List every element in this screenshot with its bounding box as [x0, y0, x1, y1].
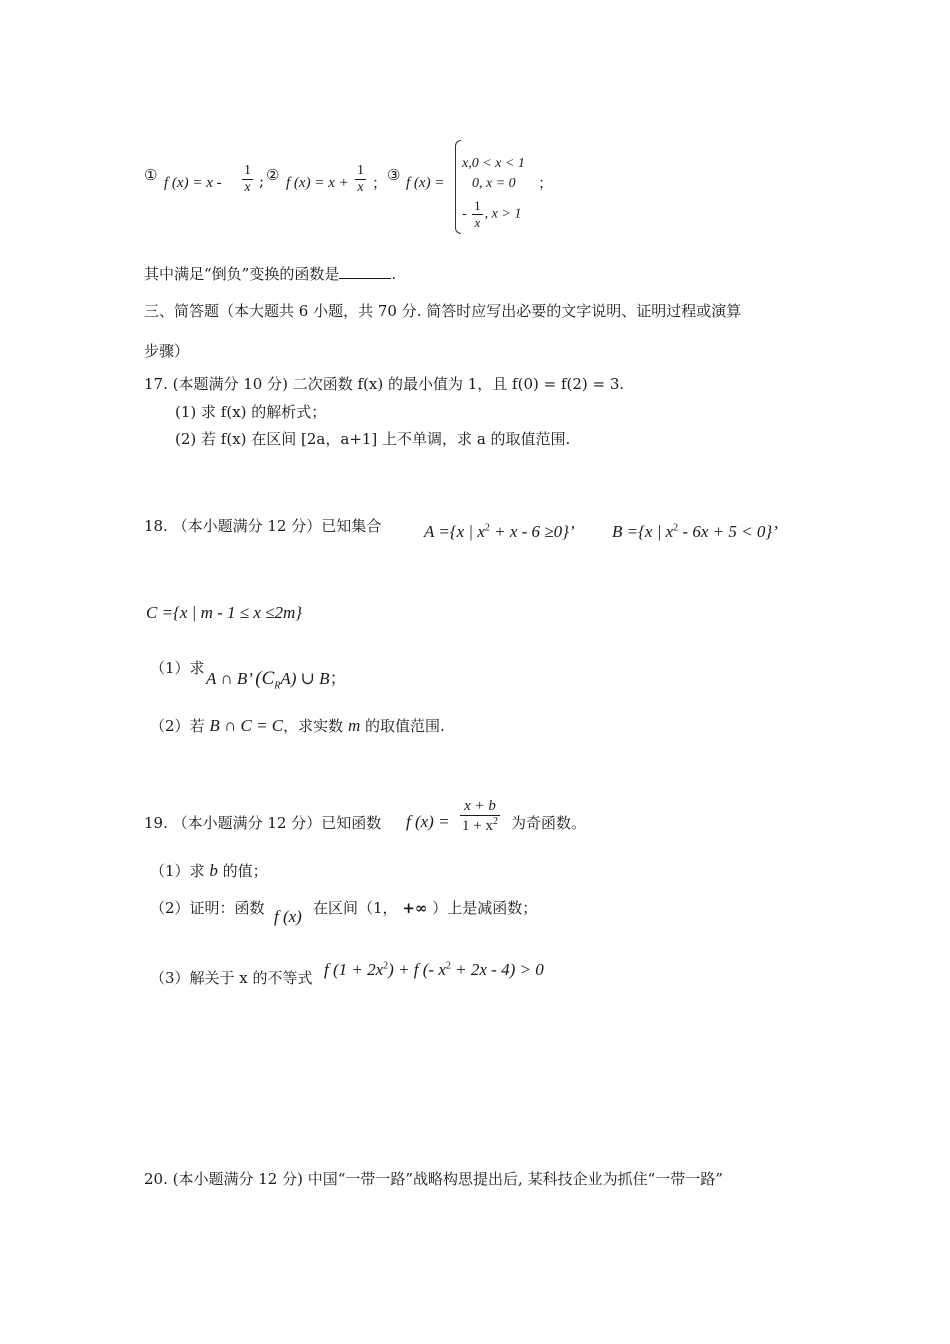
piecewise-case-3: - $\frac{1}{x}$ , x > 1: [462, 198, 522, 230]
piecewise-case-1: x,0 < x < 1: [462, 156, 525, 171]
q18-part-1-math: A ∩ B’ $(C_RA)$ ∪ B；: [206, 668, 347, 692]
q17-part-1: (1) 求 f(x) 的解析式；: [175, 403, 327, 421]
q19-function: f (x) =: [406, 812, 450, 831]
section-3-heading: 三、简答题（本大题共 6 小题，共 70 分. 简答时应写出必要的文字说明、证明过程或演算: [144, 302, 742, 320]
q19-fraction: $\frac{x + b}{1 + x^2}$: [462, 798, 498, 834]
q16-f1-fraction: $\frac{1}{x}$: [244, 163, 251, 195]
q19-part-2: （2）证明：函数: [150, 899, 265, 917]
q19-tail: 为奇函数。: [511, 814, 587, 832]
q19-part-1: （1）求 b 的值；: [150, 861, 268, 880]
q18-part-2: （2）若 B ∩ C = C，求实数 m 的取值范围.: [150, 716, 445, 735]
q16-circle-3: ③: [387, 166, 401, 184]
q16-question-text: 其中满足“倒负”变换的函数是 .: [144, 265, 397, 283]
q16-function-3: f (x) =: [406, 175, 445, 191]
q16-function-1: [164, 175, 222, 192]
q17-stem: 17. (本题满分 10 分) 二次函数 f(x) 的最小值为 1，且 f(0) = f(2) = 3.: [144, 375, 625, 393]
q16-circle-2: ②: [266, 166, 280, 184]
q18-part-1: （1）求: [150, 659, 205, 677]
q18-set-c: C ={x | m - 1 ≤ x ≤2m}: [146, 603, 303, 622]
q16-end: ；: [538, 174, 554, 192]
q17-part-2: (2) 若 f(x) 在区间 [2a，a+1] 上不单调，求 a 的取值范围.: [175, 430, 571, 448]
q16-circle-1: ①: [144, 166, 158, 184]
section-3-heading-cont: 步骤）: [144, 342, 190, 360]
q19-part-2-fx: f (x): [274, 907, 302, 926]
q20-stem: 20. (本小题满分 12 分) 中国“一带一路”战略构思提出后, 某科技企业为抓住“一带一路”: [144, 1170, 723, 1188]
q16-sep-2: ；: [372, 174, 388, 192]
q18-stem: 18. （本小题满分 12 分）已知集合: [144, 517, 382, 535]
q16-functions-line: [144, 166, 157, 184]
q16-f1-expression: f (x) = x -: [164, 175, 222, 191]
q19-inequality: f $(1 + 2x^2) + f$ (- $x^2 + 2x - 4) > 0$: [324, 960, 544, 979]
q18-set-b: B ={x | $x^2 - 6x + 5 < 0$}’: [612, 522, 778, 541]
q16-function-2: f (x) = x +: [286, 175, 349, 191]
q19-stem: 19. （本小题满分 12 分）已知函数: [144, 814, 382, 832]
answer-blank: [339, 264, 391, 279]
q19-part-3: （3）解关于 x 的不等式: [150, 969, 313, 987]
q18-set-a: A ={x | $x^2 + x - 6 \ge 0$}’: [424, 522, 575, 541]
piecewise-case-2: 0, x = 0: [472, 176, 516, 191]
piecewise-brace: [455, 140, 461, 234]
q16-sep-1: ;: [259, 172, 265, 190]
q19-part-2-text: 在区间（1， +∞ ）上是减函数；: [313, 899, 538, 917]
q16-f2-fraction: $\frac{1}{x}$: [357, 163, 364, 195]
